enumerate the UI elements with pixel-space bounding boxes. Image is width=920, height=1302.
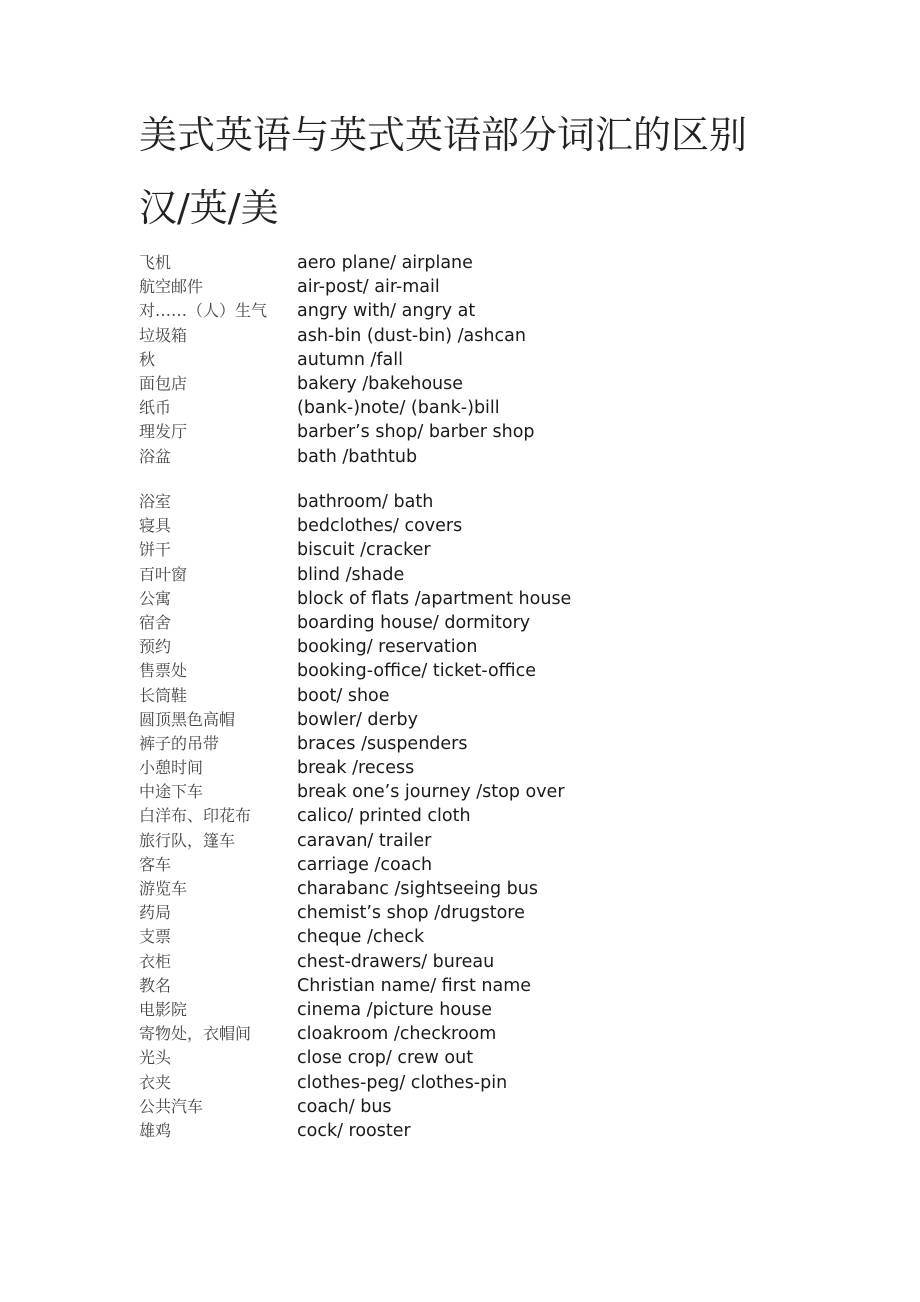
vocabulary-row: [139, 708, 839, 732]
english-terms: bedclothes/ covers: [297, 516, 463, 537]
chinese-term: 寝具: [139, 516, 172, 536]
english-terms: caravan/ trailer: [297, 830, 432, 851]
english-terms: cheque /check: [297, 927, 425, 948]
chinese-term: 圆顶黑色高帽: [139, 709, 236, 729]
english-terms: biscuit /cracker: [297, 540, 431, 561]
vocabulary-row: [139, 445, 839, 469]
english-terms: ash-bin (dust-bin) /ashcan: [297, 325, 526, 346]
english-terms: coach/ bus: [297, 1096, 392, 1117]
chinese-term: 浴室: [139, 492, 172, 511]
chinese-term: 预约: [139, 637, 172, 657]
chinese-term: 裤子的吊带: [139, 733, 220, 753]
chinese-term: 售票处: [139, 661, 188, 681]
vocabulary-row: [139, 1071, 839, 1095]
english-terms: boarding house/ dormitory: [297, 612, 531, 633]
vocabulary-row: [139, 324, 839, 348]
vocabulary-row: [139, 829, 839, 853]
english-terms: bowler/ derby: [297, 709, 418, 730]
vocabulary-list-1: [139, 251, 839, 469]
vocabulary-row: [139, 348, 839, 372]
english-terms: barber’s shop/ barber shop: [297, 422, 535, 443]
chinese-term: 支票: [139, 927, 172, 947]
document-title: 美式英语与英式英语部分词汇的区别: [139, 113, 748, 157]
english-terms: boot/ shoe: [297, 685, 390, 706]
vocabulary-row: [139, 563, 839, 587]
chinese-term: 宿舍: [139, 612, 172, 632]
english-terms: carriage /coach: [297, 854, 433, 875]
english-terms: angry with/ angry at: [297, 301, 476, 322]
english-terms: air-post/ air-mail: [297, 277, 440, 298]
vocabulary-row: [139, 732, 839, 756]
vocabulary-row: [139, 659, 839, 683]
english-terms: (bank-)note/ (bank-)bill: [297, 398, 500, 419]
vocabulary-row: [139, 804, 839, 828]
chinese-term: 航空邮件: [139, 277, 204, 297]
chinese-term: 秋: [139, 349, 156, 369]
chinese-term: 游览车: [139, 879, 188, 898]
english-terms: braces /suspenders: [297, 733, 468, 754]
vocabulary-row: [139, 299, 839, 323]
vocabulary-row: [139, 420, 839, 444]
vocabulary-row: [139, 490, 839, 514]
chinese-term: 衣柜: [139, 951, 172, 971]
english-terms: bath /bathtub: [297, 446, 418, 467]
vocabulary-row: [139, 780, 839, 804]
chinese-term: 中途下车: [139, 782, 204, 802]
english-terms: cock/ rooster: [297, 1120, 411, 1141]
vocabulary-row: [139, 925, 839, 949]
english-terms: block of flats /apartment house: [297, 588, 572, 609]
english-terms: bakery /bakehouse: [297, 373, 464, 394]
english-terms: cloakroom /checkroom: [297, 1024, 497, 1045]
chinese-term: 寄物处，衣帽间: [139, 1024, 252, 1044]
vocabulary-row: [139, 877, 839, 901]
chinese-term: 药局: [139, 903, 172, 923]
chinese-term: 客车: [139, 854, 172, 874]
vocabulary-row: [139, 635, 839, 659]
vocabulary-row: [139, 587, 839, 611]
vocabulary-row: [139, 275, 839, 299]
english-terms: chest-drawers/ bureau: [297, 951, 495, 972]
chinese-term: 光头: [139, 1048, 172, 1068]
chinese-term: 教名: [139, 975, 172, 995]
chinese-term: 公寓: [139, 588, 172, 608]
english-terms: aero plane/ airplane: [297, 253, 473, 273]
chinese-term: 白洋布、印花布: [139, 806, 252, 826]
chinese-term: 浴盆: [139, 446, 172, 466]
english-terms: break /recess: [297, 758, 415, 779]
english-terms: autumn /fall: [297, 349, 403, 370]
chinese-term: 雄鸡: [139, 1120, 172, 1140]
vocabulary-row: [139, 1046, 839, 1070]
chinese-term: 旅行队，篷车: [139, 830, 236, 850]
vocabulary-row: [139, 1022, 839, 1046]
vocabulary-row: [139, 1119, 839, 1143]
chinese-term: 小憩时间: [139, 758, 204, 778]
english-terms: booking-office/ ticket-office: [297, 661, 536, 682]
chinese-term: 衣夹: [139, 1072, 172, 1092]
vocabulary-row: [139, 396, 839, 420]
chinese-term: 理发厅: [139, 422, 188, 442]
english-terms: break one’s journey /stop over: [297, 782, 565, 803]
english-terms: cinema /picture house: [297, 999, 493, 1020]
vocabulary-row: [139, 538, 839, 562]
vocabulary-row: [139, 950, 839, 974]
vocabulary-row: [139, 684, 839, 708]
vocabulary-row: [139, 251, 839, 275]
english-terms: charabanc /sightseeing bus: [297, 879, 538, 899]
vocabulary-row: [139, 756, 839, 780]
english-terms: calico/ printed cloth: [297, 806, 471, 827]
vocabulary-row: [139, 372, 839, 396]
vocabulary-row: [139, 998, 839, 1022]
english-terms: chemist’s shop /drugstore: [297, 903, 525, 924]
document-subtitle: 汉/英/美: [139, 186, 279, 230]
vocabulary-row: [139, 901, 839, 925]
chinese-term: 纸币: [139, 398, 172, 418]
vocabulary-row: [139, 611, 839, 635]
chinese-term: 对……（人）生气: [139, 301, 268, 321]
vocabulary-row: [139, 974, 839, 998]
english-terms: Christian name/ first name: [297, 975, 532, 996]
vocabulary-list-2: [139, 490, 839, 1143]
chinese-term: 长筒鞋: [139, 685, 188, 705]
english-terms: booking/ reservation: [297, 637, 478, 658]
chinese-term: 电影院: [139, 999, 188, 1019]
english-terms: bathroom/ bath: [297, 492, 434, 512]
chinese-term: 面包店: [139, 373, 188, 393]
chinese-term: 飞机: [139, 253, 172, 272]
english-terms: close crop/ crew out: [297, 1048, 474, 1069]
english-terms: clothes-peg/ clothes-pin: [297, 1072, 508, 1093]
chinese-term: 饼干: [139, 540, 172, 560]
vocabulary-row: [139, 514, 839, 538]
chinese-term: 垃圾箱: [139, 325, 188, 345]
chinese-term: 公共汽车: [139, 1096, 204, 1116]
vocabulary-row: [139, 853, 839, 877]
chinese-term: 百叶窗: [139, 564, 188, 584]
english-terms: blind /shade: [297, 564, 405, 585]
vocabulary-row: [139, 1095, 839, 1119]
